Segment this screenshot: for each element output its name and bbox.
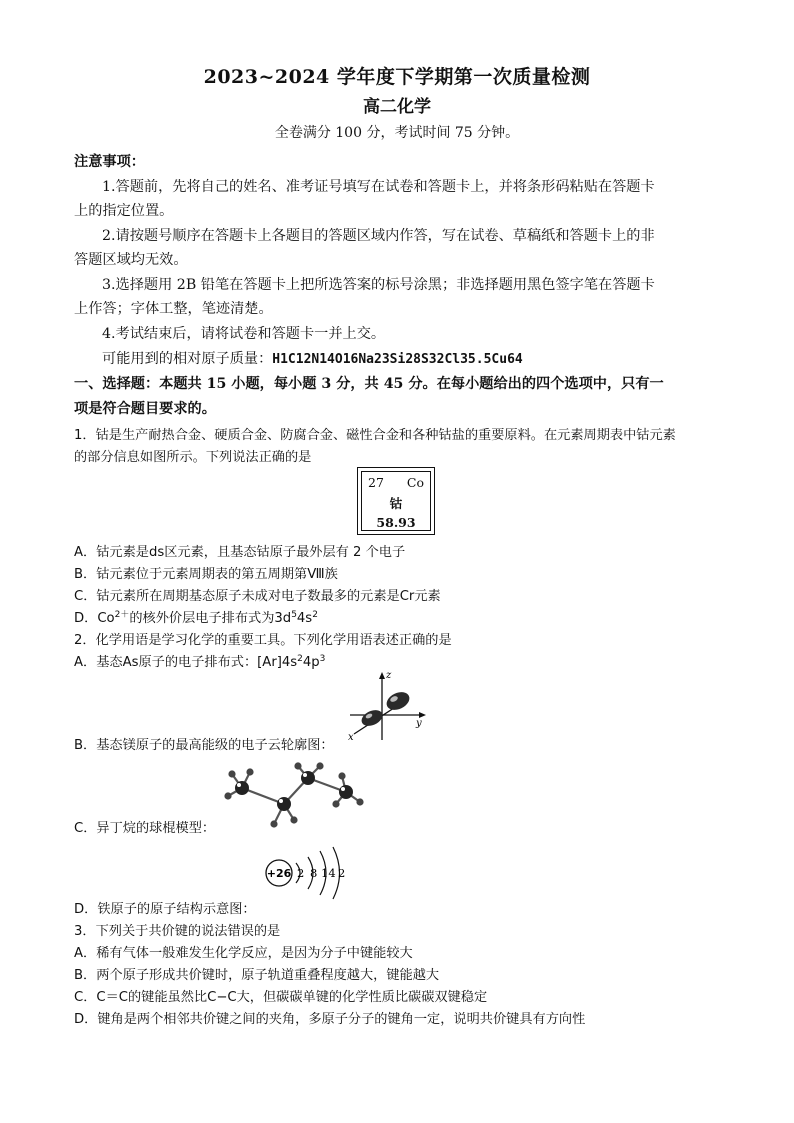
q1-option-d — [74, 607, 318, 626]
nucleus-charge: +26 — [266, 867, 292, 880]
orbital-lobe-upper — [384, 689, 413, 714]
notice-item-4: 4.考试结束后，请将试卷和答题卡一并上交。 — [102, 326, 386, 342]
atomic-mass: 58.93 — [376, 515, 416, 530]
element-symbol: Co — [406, 475, 424, 490]
q1-d-mid: 的核外价层电子排布式为3d — [129, 611, 292, 626]
subject-title: 高二化学 — [363, 97, 431, 117]
q1-d-exp1: 5 — [291, 610, 297, 620]
q3-option-d: D．键角是两个相邻共价键之间的夹角，多原子分子的键角一定，说明共价键具有方向性 — [74, 1012, 586, 1027]
notice-item-3: 3.选择题用 2B 铅笔在答题卡上把所选答案的标号涂黑；非选择题用黑色签字笔在答题卡 — [102, 277, 655, 293]
axis-label-x: x — [348, 732, 354, 743]
atomic-mass-label: 可能用到的相对原子质量： — [102, 351, 273, 367]
q1-stem: 1．钴是生产耐热合金、硬质合金、防腐合金、磁性合金和各种钴盐的重要原料。在元素周期表中钴元素 — [74, 428, 676, 443]
atomic-number: 27 — [368, 475, 384, 490]
shell-4-count: 2 — [338, 866, 346, 880]
shell-electrons — [297, 866, 345, 880]
q1-stem-cont: 的部分信息如图所示。下列说法正确的是 — [74, 450, 312, 465]
q1-d-charge: 2＋ — [114, 610, 130, 620]
q1-d-exp2: 2 — [312, 610, 318, 620]
section-1-heading: 一、选择题：本题共 15 小题，每小题 3 分，共 45 分。在每小题给出的四个选项中，只有一 — [74, 376, 664, 392]
p-orbital-diagram — [342, 668, 432, 744]
cobalt-element-card — [357, 467, 435, 535]
carbon-highlights — [237, 773, 345, 803]
q2-option-c: C．异丁烷的球棍模型： — [74, 821, 216, 836]
orbital-lobe-lower — [359, 707, 385, 729]
notice-item-2-cont: 答题区域均无效。 — [74, 252, 188, 268]
q2-a-prefix: A．基态As原子的电子排布式：[Ar]4s — [74, 655, 298, 670]
q1-d-prefix: D．Co — [74, 611, 115, 626]
q1-option-a: A．钴元素是ds区元素，且基态钴原子最外层有 2 个电子 — [74, 545, 406, 560]
q1-option-c: C．钴元素所在周期基态原子未成对电子数最多的元素是Cr元素 — [74, 589, 441, 604]
element-name: 钴 — [389, 496, 403, 511]
iron-atomic-structure-diagram — [262, 843, 362, 901]
notice-heading: 注意事项： — [74, 154, 145, 170]
shell-2-count: 8 — [310, 866, 318, 880]
shell-1-count: 2 — [297, 866, 305, 880]
full-mark-note: 全卷满分 100 分，考试时间 75 分钟。 — [274, 125, 520, 141]
axis-label-y: y — [416, 718, 422, 729]
q3-option-a: A．稀有气体一般难发生化学反应，是因为分子中键能较大 — [74, 946, 413, 961]
atomic-mass-line — [102, 348, 523, 368]
q1-d-mid2: 4s — [296, 611, 313, 626]
notice-item-1-cont: 上的指定位置。 — [74, 203, 174, 219]
q3-stem: 3．下列关于共价键的说法错误的是 — [74, 924, 281, 939]
shell-3-count: 14 — [321, 866, 336, 880]
q2-a-exp1: 2 — [297, 654, 303, 664]
notice-item-3-cont: 上作答；字体工整，笔迹清楚。 — [74, 301, 273, 317]
exam-title: 2023~2024 学年度下学期第一次质量检测 — [203, 66, 591, 88]
q2-option-d: D．铁原子的原子结构示意图： — [74, 902, 256, 917]
isobutane-ball-stick-model — [222, 760, 372, 836]
q2-option-b: B．基态镁原子的最高能级的电子云轮廓图： — [74, 738, 334, 753]
q1-option-b: B．钴元素位于元素周期表的第五周期第Ⅷ族 — [74, 567, 338, 582]
z-axis-arrow — [379, 672, 385, 679]
q3-option-b: B．两个原子形成共价键时，原子轨道重叠程度越大，键能越大 — [74, 968, 440, 983]
q2-a-exp2: 3 — [319, 654, 326, 664]
q2-stem: 2．化学用语是学习化学的重要工具。下列化学用语表述正确的是 — [74, 633, 452, 648]
atomic-mass-values: H1C12N14O16Na23Si28S32Cl35.5Cu64 — [272, 352, 523, 367]
notice-item-1: 1.答题前，先将自己的姓名、准考证号填写在试卷和答题卡上，并将条形码粘贴在答题卡 — [102, 179, 655, 195]
section-1-heading-cont: 项是符合题目要求的。 — [74, 401, 216, 417]
notice-item-2: 2.请按题号顺序在答题卡上各题目的答题区域内作答，写在试卷、草稿纸和答题卡上的非 — [102, 228, 655, 244]
q3-option-c: C．C＝C的键能虽然比C−C大，但碳碳单键的化学性质比碳碳双键稳定 — [74, 990, 488, 1005]
axis-label-z: z — [386, 670, 392, 681]
q2-a-mid: 4p — [302, 655, 320, 670]
q2-option-a — [74, 651, 325, 670]
